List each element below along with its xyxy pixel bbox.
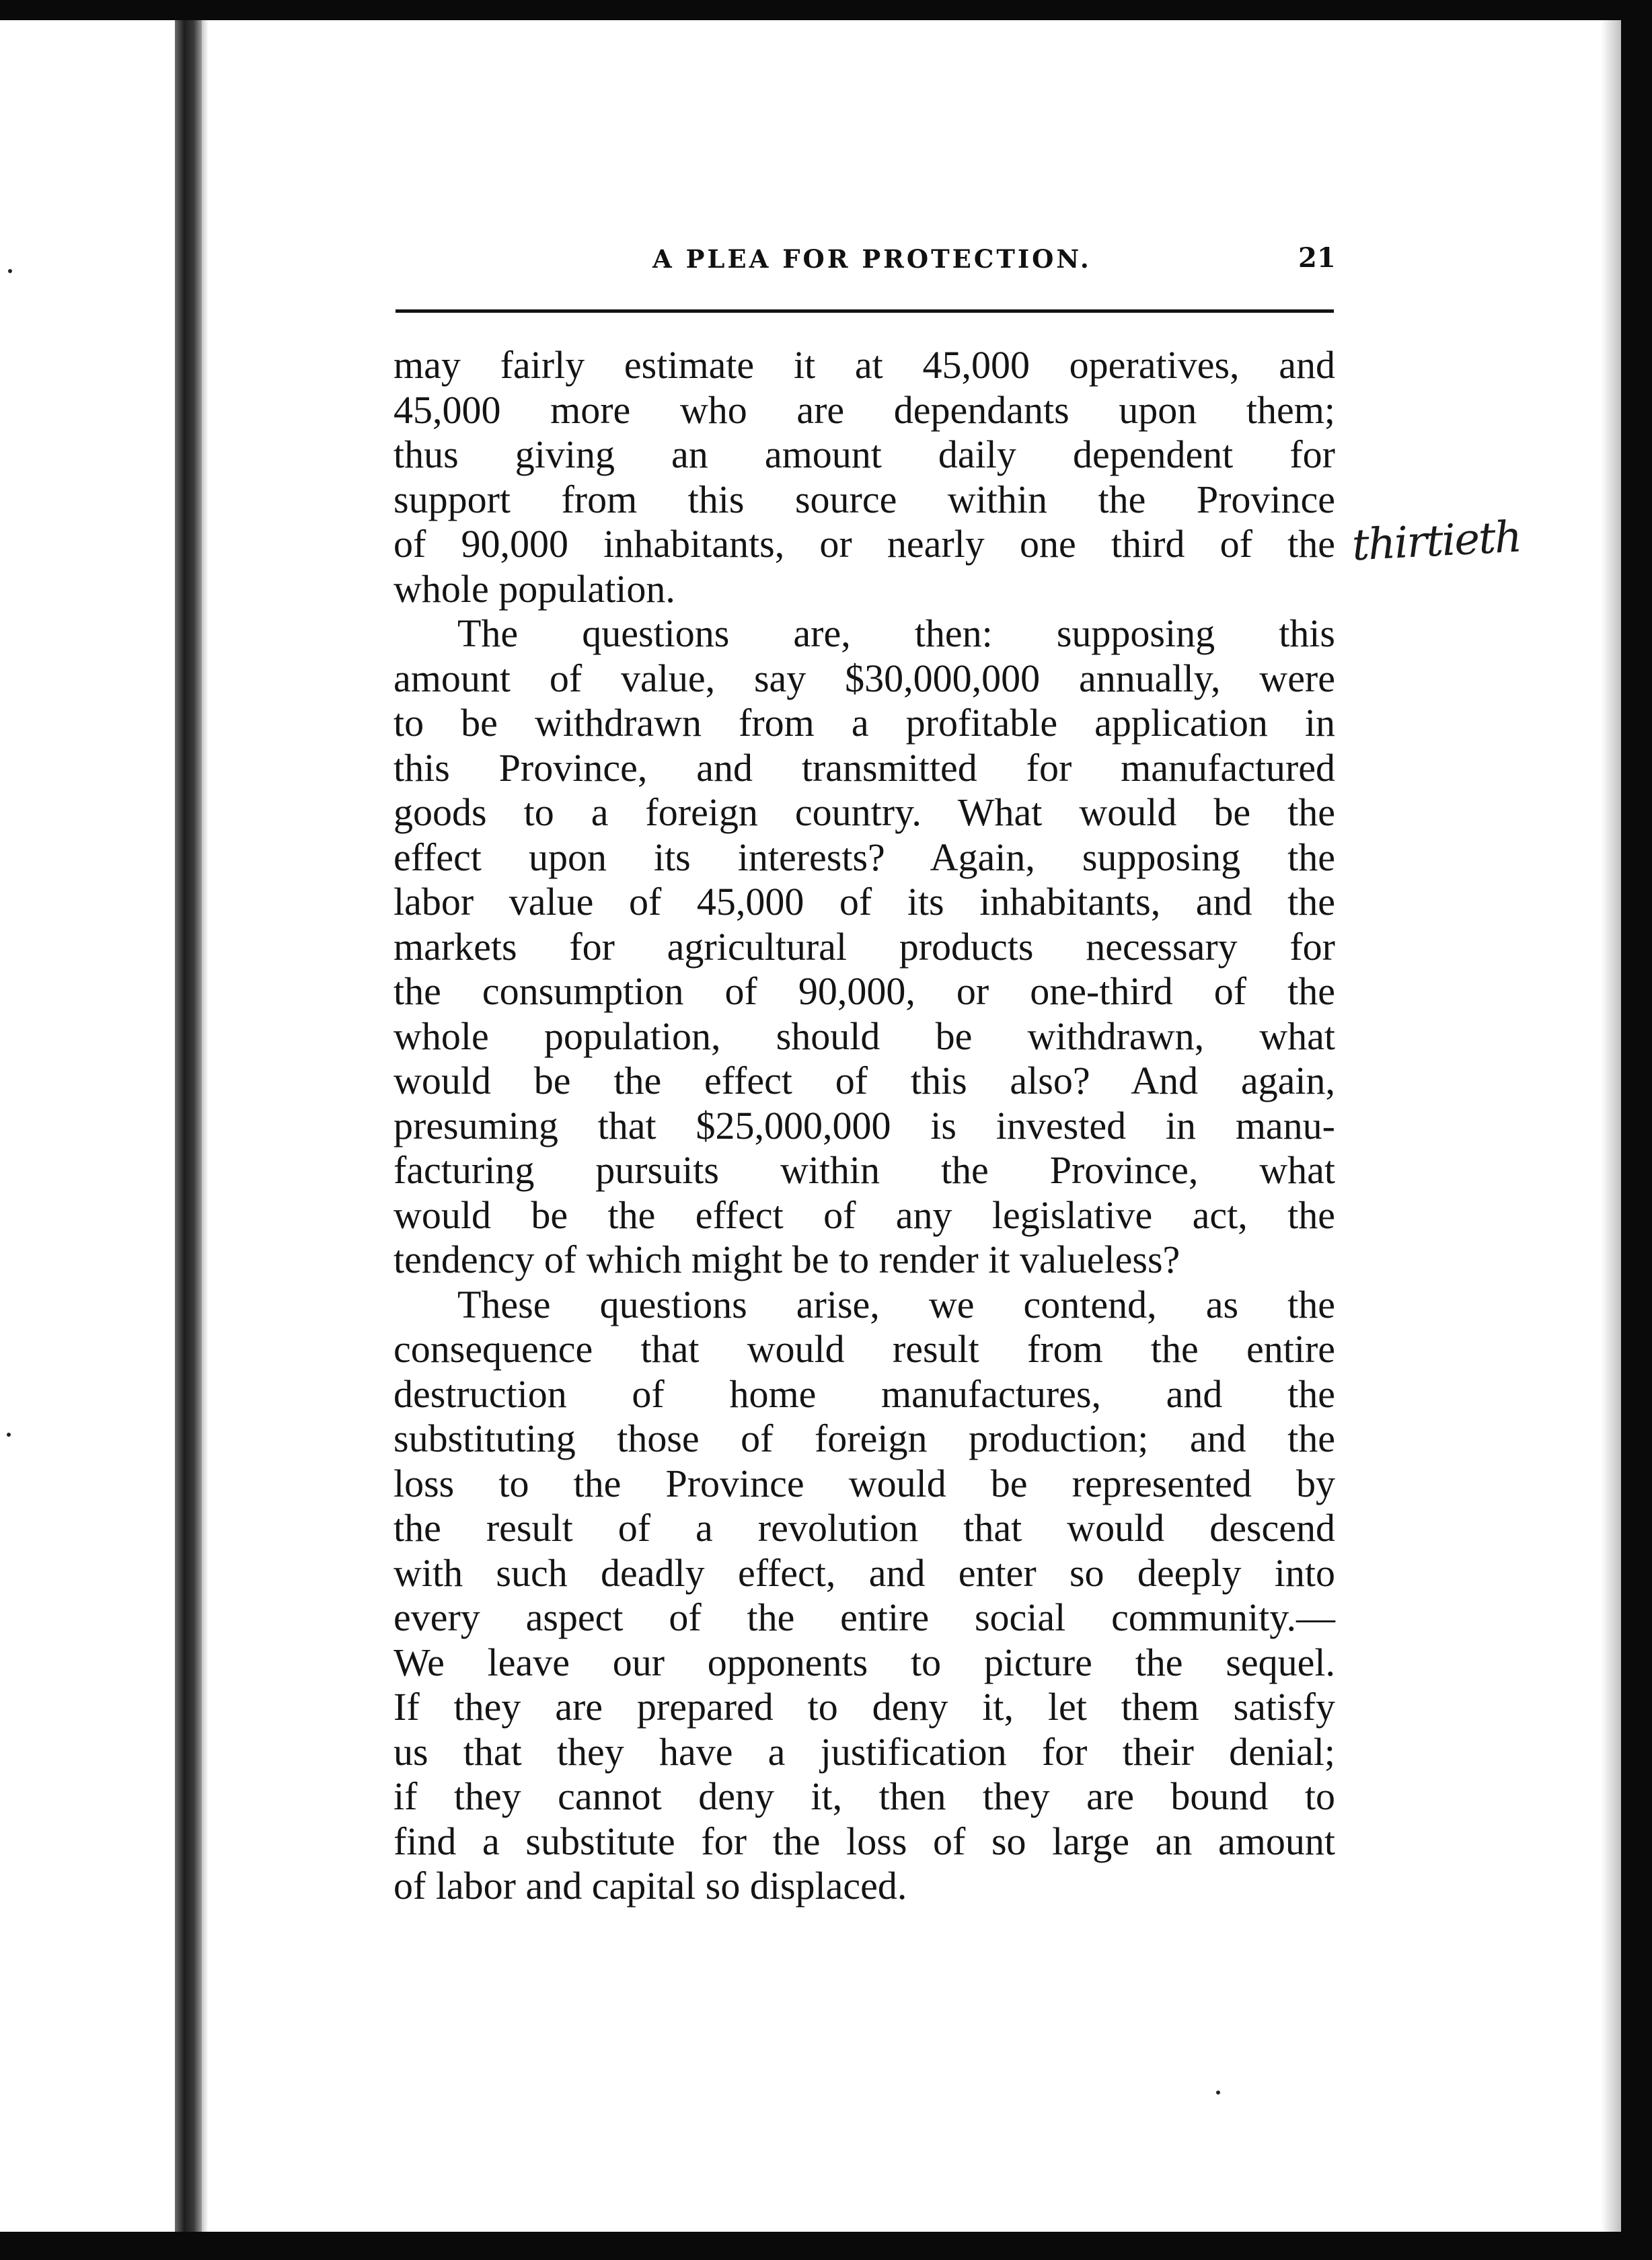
text-line: labor value of 45,000 of its inhabitants, and the: [393, 880, 1335, 924]
page-number: 21: [1298, 242, 1336, 274]
scan-speck: [1216, 2090, 1220, 2095]
text-line: the result of a revolution that would descend: [393, 1506, 1335, 1550]
text-line: effect upon its interests? Again, supposing the: [393, 835, 1335, 879]
text-line: us that they have a justification for their denial;: [393, 1729, 1335, 1774]
header-rule: [396, 309, 1334, 313]
text-line: consequence that would result from the entire: [393, 1327, 1335, 1371]
text-line: if they cannot deny it, then they are bound to: [393, 1774, 1335, 1818]
running-head-title: A PLEA FOR PROTECTION.: [652, 244, 1092, 274]
text-line: may fairly estimate it at 45,000 operatives, and: [393, 343, 1335, 387]
text-line: markets for agricultural products necessary for: [393, 924, 1335, 969]
text-line: If they are prepared to deny it, let them satisfy: [393, 1685, 1335, 1729]
text-line: whole population.: [393, 566, 675, 611]
text-line: of labor and capital so displaced.: [393, 1864, 907, 1908]
text-line: every aspect of the entire social community.—: [393, 1595, 1335, 1639]
scan-speck: [7, 1433, 11, 1437]
text-line: We leave our opponents to picture the sequel.: [393, 1640, 1335, 1684]
gutter-edge: [202, 20, 209, 2232]
text-line: support from this source within the Province: [393, 477, 1335, 521]
scan-speck: [8, 269, 12, 273]
text-line: the consumption of 90,000, or one-third of the: [393, 969, 1335, 1013]
scan-border-top: [0, 0, 1652, 20]
text-line: of 90,000 inhabitants, or nearly one third of the: [393, 522, 1335, 566]
paragraph: [393, 1283, 1335, 1909]
page-edge-shadow: [1601, 20, 1621, 2232]
text-line: tendency of which might be to render it valueless?: [393, 1238, 1180, 1281]
handwritten-margin-note: thirtieth: [1351, 512, 1522, 571]
scan-border-bottom: [0, 2232, 1652, 2260]
text-line: amount of value, say $30,000,000 annually, were: [393, 656, 1335, 700]
text-line: to be withdrawn from a profitable application in: [393, 701, 1335, 745]
text-line: with such deadly effect, and enter so deeply into: [393, 1550, 1335, 1595]
text-line: whole population, should be withdrawn, what: [393, 1014, 1335, 1058]
book-gutter: [175, 20, 202, 2232]
paragraph: [393, 343, 1335, 611]
text-line: would be the effect of any legislative act, the: [393, 1193, 1335, 1237]
paragraph: [393, 611, 1335, 1283]
text-line: presuming that $25,000,000 is invested in manu-: [393, 1103, 1335, 1147]
text-line: The questions are, then: supposing this: [457, 611, 1335, 655]
text-line: find a substitute for the loss of so large an amount: [393, 1819, 1335, 1863]
page-body: [393, 343, 1335, 1909]
text-line: goods to a foreign country. What would be the: [393, 790, 1335, 834]
text-line: substituting those of foreign production; and the: [393, 1417, 1335, 1460]
text-line: facturing pursuits within the Province, what: [393, 1148, 1335, 1192]
scan-border-right: [1621, 0, 1652, 2260]
text-line: thus giving an amount daily dependent for: [393, 432, 1335, 476]
text-line: 45,000 more who are dependants upon them;: [393, 387, 1335, 432]
text-line: These questions arise, we contend, as the: [457, 1282, 1335, 1326]
text-line: this Province, and transmitted for manufactured: [393, 745, 1335, 790]
text-line: would be the effect of this also? And again,: [393, 1059, 1335, 1102]
text-line: destruction of home manufactures, and the: [393, 1371, 1335, 1416]
text-line: loss to the Province would be represented by: [393, 1461, 1335, 1505]
